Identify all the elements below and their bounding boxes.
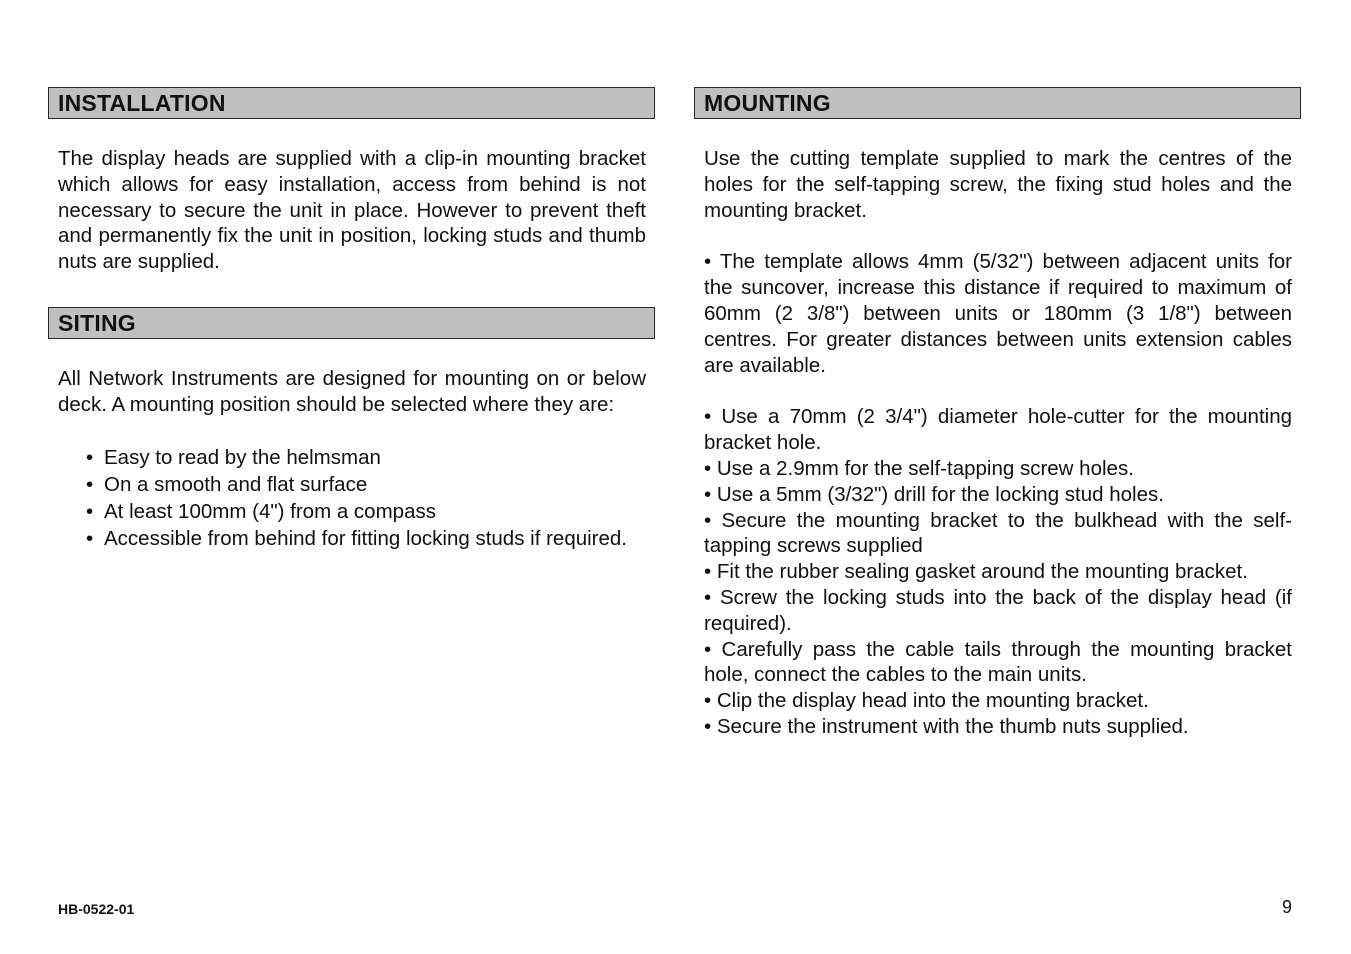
left-column [48,87,655,554]
list-item-text: At least 100mm (4") from a compass [104,500,436,524]
mounting-heading: MOUNTING [694,87,1301,119]
list-item [86,499,646,525]
list-item: • Clip the display head into the mounting bracket. [704,689,1149,713]
bullet-icon: • [86,445,94,469]
list-item [86,526,646,552]
bullet-icon: • [86,472,94,496]
list-item [86,445,646,471]
bullet-icon: • [86,500,94,524]
siting-criteria-list [48,445,655,553]
list-item: • Secure the mounting bracket to the bulkhead with the self-tapping screws supplied [704,508,1292,558]
mounting-intro: Use the cutting template supplied to mark the centres of the holes for the self-tapping screw, the fixing stud holes and the mounting bracket. [704,147,1292,222]
list-item: • Secure the instrument with the thumb nuts supplied. [704,714,1189,738]
list-item: • Screw the locking studs into the back of the display head (if required). [704,585,1292,635]
list-item: • Use a 5mm (3/32") drill for the locking stud holes. [704,482,1164,506]
siting-body: All Network Instruments are designed for mounting on or below deck. A mounting position should be selected where they are: [58,366,646,416]
list-item: • Carefully pass the cable tails through the mounting bracket hole, connect the cables to the main units. [704,637,1292,687]
list-item-text: Easy to read by the helmsman [104,445,381,469]
template-note: • The template allows 4mm (5/32") between adjacent units for the suncover, increase this distance if required to maximum of 60mm (2 3/8") between units or 180mm (3 1/8") between centres. For greater distances between units extension cables are available. [704,250,1292,377]
installation-body: The display heads are supplied with a clip-in mounting bracket which allows for easy installation, access from behind is not necessary to secure the unit in place. However to prevent theft and permanently fix the unit in position, locking studs and thumb nuts are supplied. [58,147,646,274]
list-item-text: Accessible from behind for fitting locking studs if required. [104,527,628,551]
siting-heading: SITING [48,307,655,339]
list-item: • Use a 70mm (2 3/4") diameter hole-cutter for the mounting bracket hole. [704,405,1292,455]
installation-heading: INSTALLATION [48,87,655,119]
list-item: • Fit the rubber sealing gasket around the mounting bracket. [704,560,1248,584]
document-code: HB-0522-01 [58,901,135,917]
page-number: 9 [1281,897,1292,917]
list-item: • Use a 2.9mm for the self-tapping screw holes. [704,456,1134,480]
right-column [694,87,1301,740]
list-item-text: On a smooth and flat surface [104,472,368,496]
bullet-icon: • [86,527,94,551]
mounting-steps [694,404,1301,739]
list-item [86,472,646,498]
